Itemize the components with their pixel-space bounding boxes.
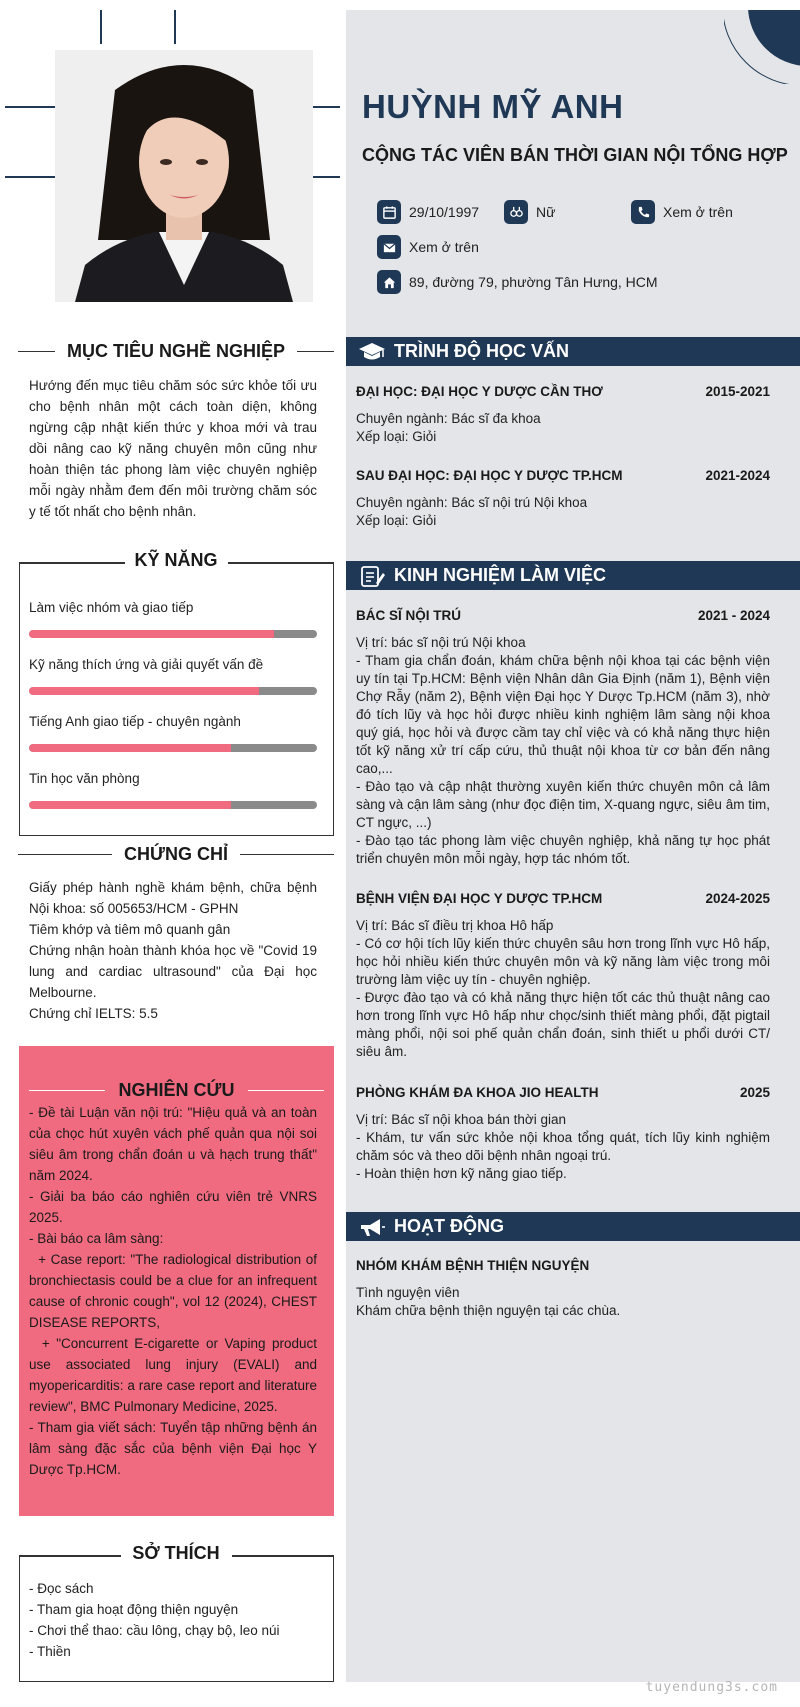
photo-frame-line [5, 106, 55, 108]
skill-label: Tiếng Anh giao tiếp - chuyên ngành [29, 714, 241, 729]
experience-entry-name: PHÒNG KHÁM ĐA KHOA JIO HEALTH [356, 1085, 599, 1100]
gender-info [504, 200, 555, 224]
research-item: + Case report: "The radiological distribution of bronchiectasis could be a clue for an infrequent cause of chronic cough", vol 12 (2024), CHEST DISEASE REPORTS, [29, 1252, 321, 1330]
education-entry-period: 2015-2021 [705, 384, 770, 399]
education-entry-line: Chuyên ngành: Bác sĩ nội trú Nội khoa [356, 495, 588, 510]
hobby-item: - Đọc sách [29, 1581, 94, 1596]
photo-frame-line [313, 106, 340, 108]
education-entry-body [356, 494, 770, 530]
address-info [377, 270, 658, 294]
graduation-cap-icon [358, 341, 386, 363]
activities-entry-line: Khám chữa bệnh thiện nguyện tại các chùa. [356, 1303, 621, 1318]
mail-icon [377, 235, 401, 259]
skill-bar [29, 744, 317, 752]
hobbies-heading: SỞ THÍCH [132, 1543, 220, 1563]
photo-frame-line [100, 10, 102, 44]
corner-decoration [724, 10, 800, 84]
phone-icon [631, 200, 655, 224]
experience-entry-period: 2025 [739, 1085, 770, 1100]
experience-entry-name: BỆNH VIỆN ĐẠI HỌC Y DƯỢC TP.HCM [356, 891, 603, 906]
skill-bar-fill [29, 801, 231, 809]
skill-bar-fill [29, 744, 231, 752]
activities-entry-line: Tình nguyện viên [356, 1285, 460, 1300]
experience-entry-line: - Khám, tư vấn sức khỏe nội khoa tổng quát, tích lũy kinh nghiệm chăm sóc và theo dõi bệnh nhân ngoại trú. [356, 1130, 770, 1163]
experience-entry-body [356, 917, 770, 1061]
education-header: TRÌNH ĐỘ HỌC VẤN [346, 337, 800, 366]
education-entry-title [356, 468, 770, 483]
experience-entry-line: Vị trí: bác sĩ nội trú Nội khoa [356, 635, 526, 650]
watermark: tuyendung3s.com [645, 1680, 778, 1695]
experience-entry-line: - Hoàn thiện hơn kỹ năng giao tiếp. [356, 1166, 567, 1181]
certificates-heading: CHỨNG CHỈ [18, 844, 334, 865]
address-value: 89, đường 79, phường Tân Hưng, HCM [409, 274, 658, 290]
job-title: CỘNG TÁC VIÊN BÁN THỜI GIAN NỘI TỔNG HỢP [362, 145, 788, 165]
birthdate-info [377, 200, 479, 224]
education-entry-name: SAU ĐẠI HỌC: ĐẠI HỌC Y DƯỢC TP.HCM [356, 468, 623, 483]
research-item: - Đề tài Luận văn nội trú: "Hiệu quả và an toàn của chọc hút xuyên vách phế quản qua nội soi siêu âm trong chẩn đoán u và hạch trung thất" năm 2024. [29, 1105, 321, 1183]
education-entry-line: Chuyên ngành: Bác sĩ đa khoa [356, 411, 541, 426]
experience-entry-line: Vị trí: Bác sĩ nội khoa bán thời gian [356, 1112, 566, 1127]
research-box [19, 1046, 334, 1516]
email-info [377, 235, 479, 259]
home-icon [377, 270, 401, 294]
education-entry-title [356, 384, 770, 399]
skill-bar-fill [29, 687, 259, 695]
activities-header: HOẠT ĐỘNG [346, 1212, 800, 1241]
activities-entry-title [356, 1258, 770, 1273]
skill-bar [29, 801, 317, 809]
gender-value: Nữ [536, 204, 556, 220]
activities-entry-name: NHÓM KHÁM BỆNH THIỆN NGUYỆN [356, 1258, 590, 1273]
hobby-item: - Thiền [29, 1644, 71, 1659]
experience-entry-line: - Tham gia chẩn đoán, khám chữa bệnh nội khoa tại các bệnh viện uy tín tại Tp.HCM: Bệnh viện Nhân dân Gia Định (năm 1), Bệnh viện Chợ Rẫy (năm 2), Bệnh viện Đại học Y Dược Tp.HCM (năm 3), nhờ đó tích lũy và học hỏi được nhiều kinh nghiệm lâm sàng nội khoa quý giá, học hỏi và được cầm tay chỉ việc và có khả năng thực hiện tốt kỹ năng xử trí cấp cứu, thủ thuật nội khoa từ cơ bản đến nâng cao,... [356, 653, 770, 776]
megaphone-icon [358, 1216, 386, 1238]
phone-info [631, 200, 733, 224]
certificate-item: Tiêm khớp và tiêm mô quanh gân [29, 922, 231, 937]
experience-entry-body [356, 634, 770, 868]
education-entry-line: Xếp loại: Giỏi [356, 429, 437, 444]
experience-entry-line: Vị trí: Bác sĩ điều trị khoa Hô hấp [356, 918, 554, 933]
clipboard-icon [358, 565, 386, 587]
experience-entry-name: BÁC SĨ NỘI TRÚ [356, 608, 462, 623]
phone-value: Xem ở trên [663, 204, 733, 220]
profile-photo [55, 50, 313, 302]
experience-entry-line: - Đào tạo tác phong làm việc chuyên nghiệp, khả năng tự học phát triển chuyên môn mỗi ngày, hợp tác nhóm tốt. [356, 833, 770, 866]
calendar-icon [377, 200, 401, 224]
skill-bar-fill [29, 630, 274, 638]
certificates-list [29, 877, 317, 1024]
experience-entry-title [356, 891, 770, 906]
email-value: Xem ở trên [409, 239, 479, 255]
photo-frame-line [313, 176, 340, 178]
photo-frame-line [5, 176, 55, 178]
experience-entry-line: - Đào tạo và cập nhật thường xuyên kiến thức chuyên môn cả lâm sàng và cận lâm sàng (như đọc điện tim, X-quang ngực, siêu âm tim, CT ngực, ...) [356, 779, 770, 830]
objective-text: Hướng đến mục tiêu chăm sóc sức khỏe tối ưu cho bệnh nhân một cách toàn diện, không ngừng cập nhật kiến thức y khoa mới và trau dồi nâng cao kỹ năng chuyên môn cũng như hoàn thiện tác phong làm việc chuyên nghiệp mỗi ngày nhằm đem đến môi trường chăm sóc y tế tốt nhất cho bệnh nhân. [29, 378, 317, 519]
research-heading: NGHIÊN CỨU [118, 1080, 235, 1100]
skill-bar [29, 687, 317, 695]
research-item: - Bài báo ca lâm sàng: [29, 1231, 164, 1246]
research-item: - Giải ba báo cáo nghiên cứu viên trẻ VNRS 2025. [29, 1189, 321, 1225]
objective-heading: MỤC TIÊU NGHỀ NGHIỆP [18, 341, 334, 362]
birthdate-value: 29/10/1997 [409, 204, 480, 220]
candidate-name: HUỲNH MỸ ANH [362, 88, 624, 125]
experience-entry-period: 2021 - 2024 [697, 608, 770, 623]
experience-entry-period: 2024-2025 [705, 891, 770, 906]
skill-label: Tin học văn phòng [29, 771, 140, 786]
research-item: + "Concurrent E-cigarette or Vaping product use associated lung injury (EVALI) and myopericarditis: a rare case report and literature review", BMC Pulmonary Medicine, 2025. [29, 1336, 321, 1414]
skill-label: Kỹ năng thích ứng và giải quyết vấn đề [29, 657, 264, 672]
education-entry-body [356, 410, 770, 446]
hobbies-list [29, 1578, 317, 1662]
education-entry-period: 2021-2024 [705, 468, 770, 483]
experience-entry-line: - Có cơ hội tích lũy kiến thức chuyên sâu hơn trong lĩnh vực Hô hấp, học hỏi nhiều kiến thức chuyên môn và kỹ năng làm việc trong môi trường làm việc uy tín - chuyên nghiệp. [356, 936, 770, 987]
research-list [29, 1102, 321, 1480]
gender-icon [504, 200, 528, 224]
skills-heading: KỸ NĂNG [134, 550, 218, 570]
experience-header: KINH NGHIỆM LÀM VIỆC [346, 561, 800, 590]
experience-entry-body [356, 1111, 770, 1183]
skill-label: Làm việc nhóm và giao tiếp [29, 600, 194, 615]
certificate-item: Giấy phép hành nghề khám bệnh, chữa bệnh Nội khoa: số 005653/HCM - GPHN [29, 880, 317, 916]
activities-entry-body [356, 1284, 770, 1320]
experience-entry-title [356, 608, 770, 623]
experience-entry-line: - Được đào tạo và có khả năng thực hiện tốt các thủ thuật nâng cao hơn trong lĩnh vực Hô hấp như chọc/sinh thiết màng phổi, đặt pigtail màng phổi, nội soi phế quản chẩn đoán, sinh thiết u phổi dưới CT/ siêu âm. [356, 990, 770, 1059]
experience-entry-title [356, 1085, 770, 1100]
skill-bar [29, 630, 317, 638]
hobby-item: - Tham gia hoạt động thiện nguyện [29, 1602, 239, 1617]
photo-frame-line [174, 10, 176, 44]
hobby-item: - Chơi thể thao: cầu lông, chạy bộ, leo núi [29, 1623, 280, 1638]
education-entry-line: Xếp loại: Giỏi [356, 513, 437, 528]
certificate-item: Chứng nhận hoàn thành khóa học về "Covid 19 lung and cardiac ultrasound" của Đại học Melbourne. [29, 943, 317, 1000]
research-item: - Tham gia viết sách: Tuyển tập những bệnh án lâm sàng đặc sắc của bệnh viện Đại học Y Dược Tp.HCM. [29, 1420, 321, 1477]
certificate-item: Chứng chỉ IELTS: 5.5 [29, 1006, 158, 1021]
education-entry-name: ĐẠI HỌC: ĐẠI HỌC Y DƯỢC CẦN THƠ [356, 384, 603, 399]
